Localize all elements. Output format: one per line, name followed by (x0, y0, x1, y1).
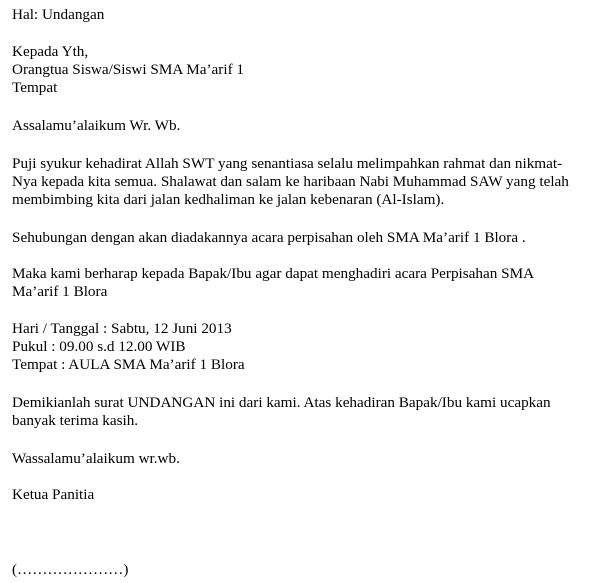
recipient-name: Orangtua Siswa/Siswi SMA Ma’arif 1 (12, 61, 245, 78)
event-date: Hari / Tanggal : Sabtu, 12 Juni 2013 (12, 320, 232, 337)
closing-paragraph-line: banyak terima kasih. (12, 412, 139, 429)
letter-subject: Hal: Undangan (12, 6, 105, 23)
recipient-salutation: Kepada Yth, (12, 43, 89, 60)
paragraph-3-line: Ma’arif 1 Blora (12, 283, 108, 300)
recipient-place: Tempat (12, 79, 58, 96)
event-time: Pukul : 09.00 s.d 12.00 WIB (12, 338, 186, 355)
paragraph-2: Sehubungan dengan akan diadakannya acara perpisahan oleh SMA Ma’arif 1 Blora . (12, 229, 526, 246)
closing-greeting: Wassalamu’alaikum wr.wb. (12, 450, 180, 467)
signature-placeholder: (…………………) (12, 561, 129, 578)
paragraph-1-line: Puji syukur kehadirat Allah SWT yang senantiasa selalu melimpahkan rahmat dan nikmat- (12, 155, 563, 172)
paragraph-3-line: Maka kami berharap kepada Bapak/Ibu agar dapat menghadiri acara Perpisahan SMA (12, 265, 535, 282)
opening-greeting: Assalamu’alaikum Wr. Wb. (12, 117, 181, 134)
event-place: Tempat : AULA SMA Ma’arif 1 Blora (12, 356, 245, 373)
paragraph-1-line: Nya kepada kita semua. Shalawat dan salam ke haribaan Nabi Muhammad SAW yang telah (12, 173, 569, 190)
signatory-title: Ketua Panitia (12, 486, 95, 503)
paragraph-1-line: membimbing kita dari jalan kedhaliman ke jalan kebenaran (Al-Islam). (12, 191, 445, 208)
closing-paragraph-line: Demikianlah surat UNDANGAN ini dari kami. Atas kehadiran Bapak/Ibu kami ucapkan (12, 394, 551, 411)
